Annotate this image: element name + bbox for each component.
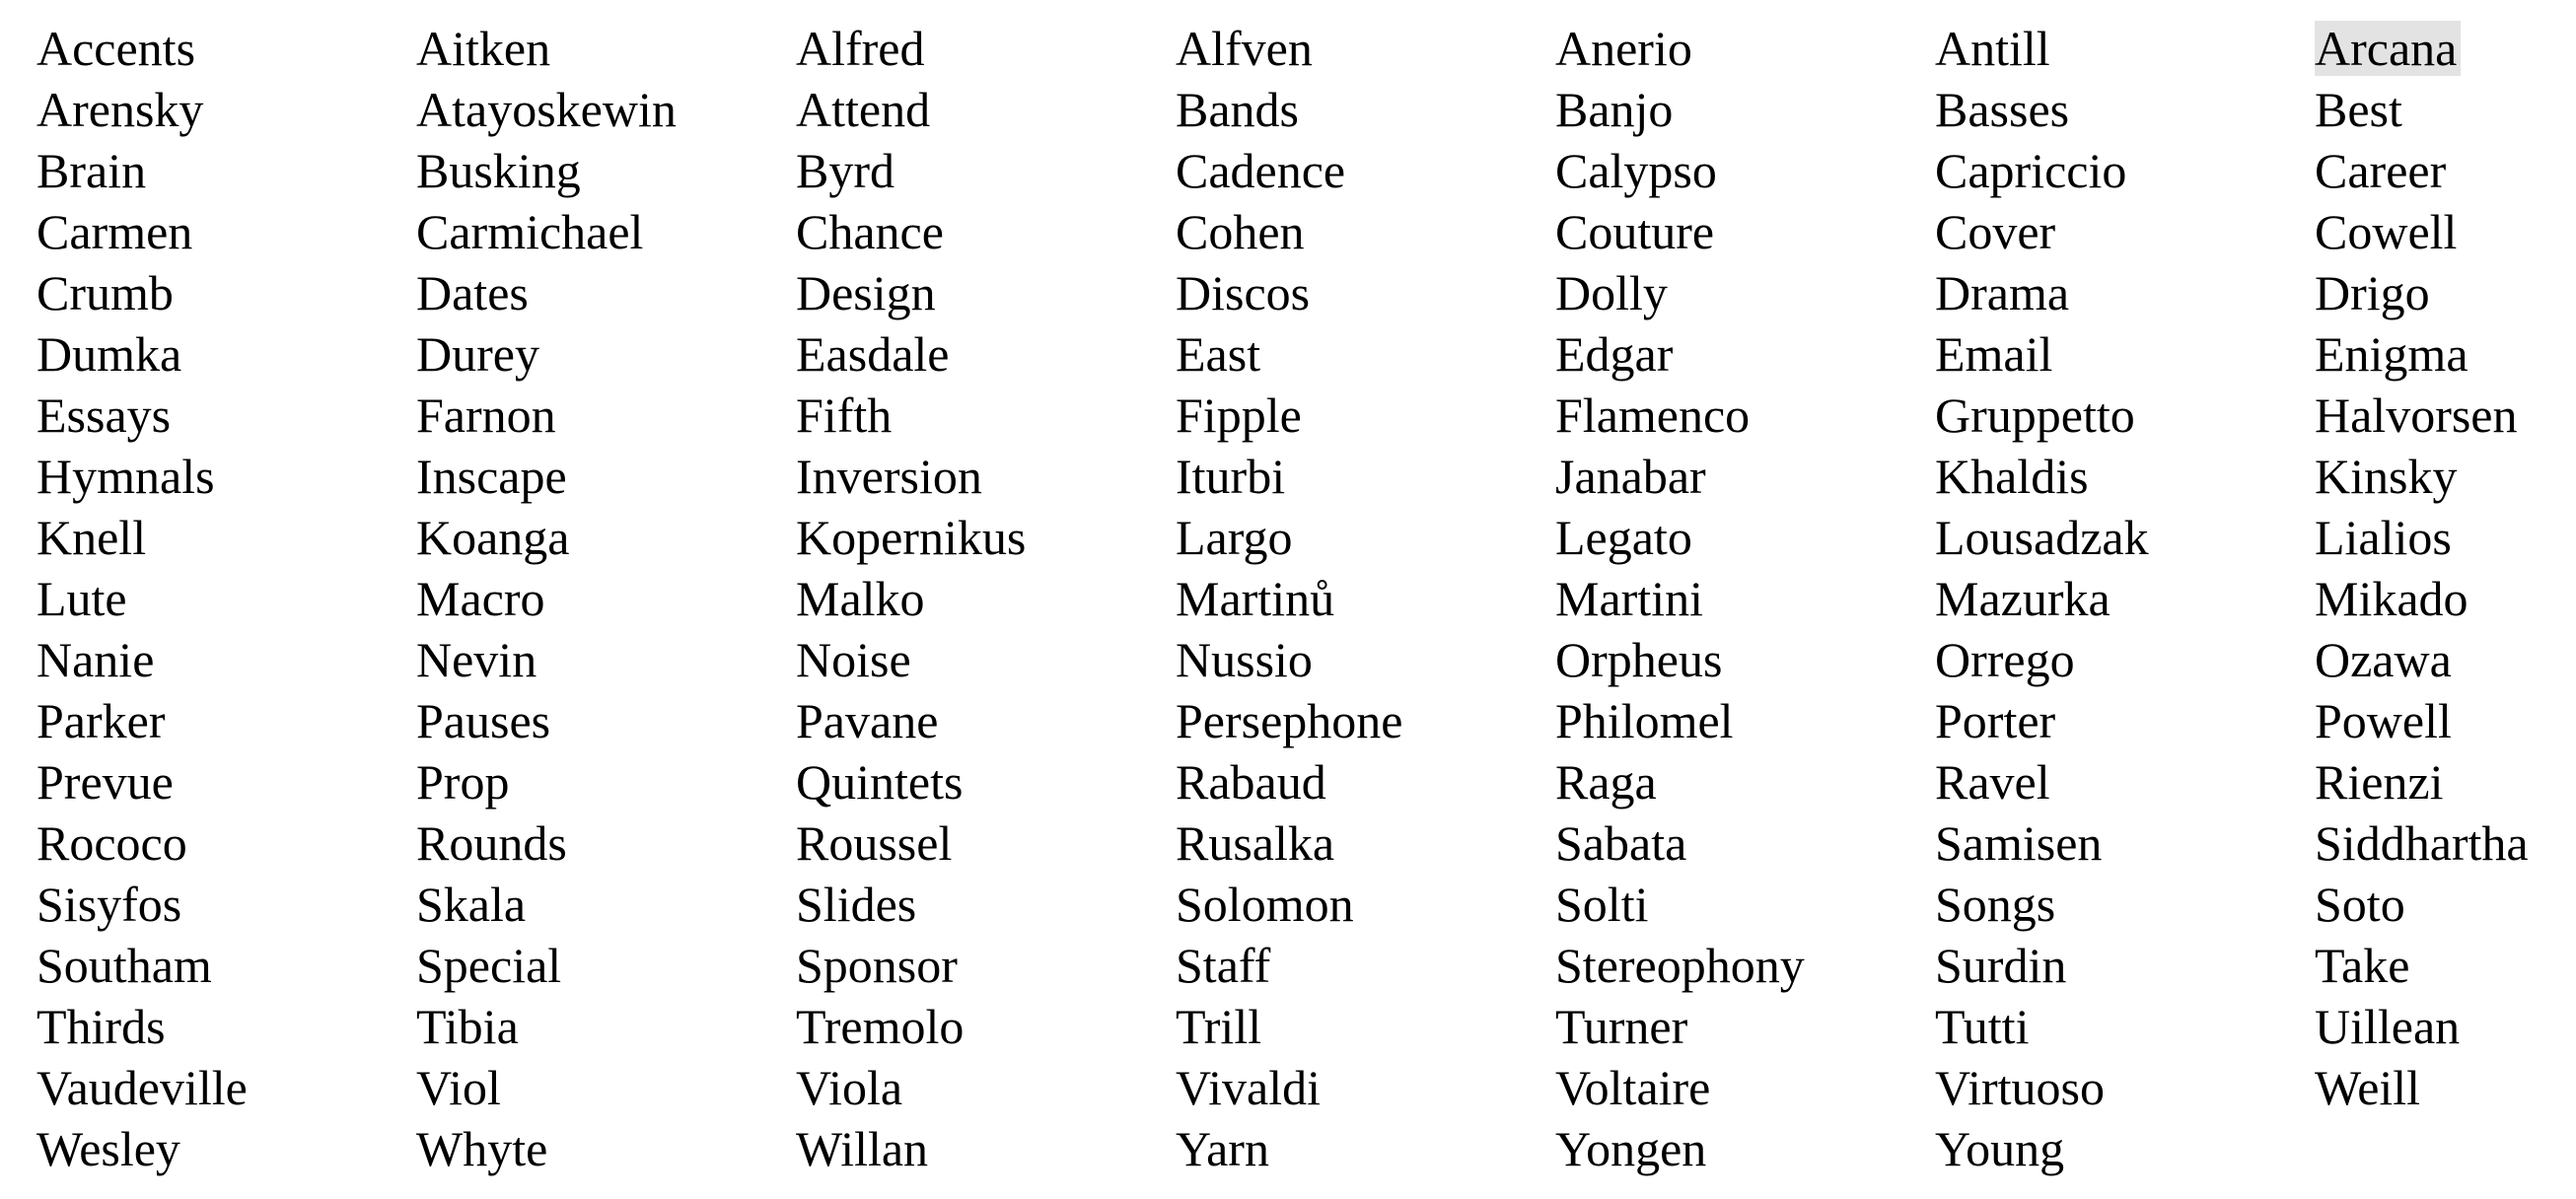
word-item[interactable]: Uillean	[2315, 999, 2461, 1054]
word-item[interactable]: Accents	[36, 21, 196, 76]
word-item[interactable]: Email	[1935, 326, 2053, 382]
word-item[interactable]: Arensky	[36, 82, 204, 137]
word-grid-cell	[2315, 690, 2576, 751]
word-grid-cell	[416, 1057, 796, 1118]
word-grid-cell	[1555, 1118, 1935, 1179]
word-grid-cell	[796, 323, 1176, 385]
word-grid-cell	[1935, 262, 2315, 323]
word-grid-cell	[1176, 629, 1555, 690]
word-grid-cell	[1935, 690, 2315, 751]
word-item[interactable]: Soto	[2315, 877, 2405, 932]
word-item[interactable]: Lute	[36, 571, 127, 626]
word-item[interactable]: Dumka	[36, 326, 182, 382]
word-item[interactable]: Fipple	[1176, 388, 1302, 443]
word-grid-cell	[796, 629, 1176, 690]
word-grid-cell	[1176, 201, 1555, 262]
word-grid-cell	[1176, 568, 1555, 629]
word-grid-cell	[1555, 140, 1935, 201]
word-grid-cell	[416, 568, 796, 629]
word-item[interactable]: Aitken	[416, 21, 551, 76]
word-grid-cell	[416, 690, 796, 751]
word-grid-cell	[796, 690, 1176, 751]
word-grid-cell	[416, 323, 796, 385]
word-item[interactable]: Inversion	[796, 449, 982, 504]
word-grid-cell	[1176, 79, 1555, 140]
word-grid-cell	[1176, 385, 1555, 446]
word-item[interactable]: Weill	[2315, 1060, 2421, 1115]
word-item[interactable]: Basses	[1935, 82, 2070, 137]
word-grid-cell	[2315, 385, 2576, 446]
word-item[interactable]: Nevin	[416, 632, 537, 687]
word-item[interactable]: Alfven	[1176, 21, 1313, 76]
word-item[interactable]: Hymnals	[36, 449, 215, 504]
word-grid-cell	[416, 79, 796, 140]
word-grid-cell	[36, 568, 416, 629]
word-item[interactable]: Largo	[1176, 510, 1293, 565]
word-grid-cell	[1555, 385, 1935, 446]
word-item[interactable]: Prop	[416, 754, 510, 810]
word-item[interactable]: Anerio	[1555, 21, 1692, 76]
word-grid-cell	[36, 446, 416, 507]
word-grid-cell	[1935, 1118, 2315, 1179]
word-grid-cell	[2315, 79, 2576, 140]
word-item-highlighted[interactable]: Arcana	[2315, 21, 2461, 76]
word-grid-cell	[416, 751, 796, 812]
word-item[interactable]: Inscape	[416, 449, 567, 504]
word-grid-cell	[796, 874, 1176, 935]
word-grid-cell	[1176, 262, 1555, 323]
word-grid-cell	[1935, 507, 2315, 568]
word-grid-cell	[2315, 507, 2576, 568]
word-grid-cell	[416, 446, 796, 507]
word-grid-cell	[1555, 323, 1935, 385]
word-item[interactable]: Khaldis	[1935, 449, 2089, 504]
word-item[interactable]: Macro	[416, 571, 545, 626]
word-grid-cell	[1176, 140, 1555, 201]
word-grid-cell	[2315, 568, 2576, 629]
word-grid-cell	[796, 935, 1176, 996]
word-item[interactable]: Staff	[1176, 938, 1271, 993]
word-item[interactable]: Discos	[1176, 265, 1311, 320]
word-item[interactable]: Kinsky	[2315, 449, 2458, 504]
word-item[interactable]: Raga	[1555, 754, 1657, 810]
word-item[interactable]: Fifth	[796, 388, 893, 443]
word-grid-cell	[1176, 1057, 1555, 1118]
word-grid-cell	[36, 629, 416, 690]
word-grid-cell	[796, 201, 1176, 262]
word-item[interactable]: Byrd	[796, 143, 894, 198]
word-item[interactable]: Viola	[796, 1060, 903, 1115]
word-item[interactable]: Easdale	[796, 326, 950, 382]
word-item[interactable]: Vivaldi	[1176, 1060, 1321, 1115]
word-item[interactable]: Stereophony	[1555, 938, 1805, 993]
word-item[interactable]: Iturbi	[1176, 449, 1286, 504]
word-item[interactable]: Rabaud	[1176, 754, 1326, 810]
word-grid-cell	[2315, 323, 2576, 385]
word-item[interactable]: Drama	[1935, 265, 2070, 320]
word-item[interactable]: Southam	[36, 938, 212, 993]
word-grid-cell	[1935, 629, 2315, 690]
word-item[interactable]: Ozawa	[2315, 632, 2452, 687]
word-grid-cell	[1935, 812, 2315, 874]
word-item[interactable]: Cadence	[1176, 143, 1346, 198]
word-grid-cell	[1555, 446, 1935, 507]
word-item[interactable]: Couture	[1555, 204, 1715, 259]
word-grid-cell	[1176, 323, 1555, 385]
word-item[interactable]: Solti	[1555, 877, 1649, 932]
word-item[interactable]: Flamenco	[1555, 388, 1751, 443]
word-grid-cell	[416, 18, 796, 79]
word-item[interactable]: Tutti	[1935, 999, 2030, 1054]
word-item[interactable]: Orrego	[1935, 632, 2075, 687]
word-grid-cell	[1555, 201, 1935, 262]
word-item[interactable]: Yongen	[1555, 1121, 1707, 1176]
word-item[interactable]: Kopernikus	[796, 510, 1027, 565]
word-item[interactable]: Cowell	[2315, 204, 2458, 259]
word-item[interactable]: Drigo	[2315, 265, 2430, 320]
word-item[interactable]: Pauses	[416, 693, 551, 748]
word-item[interactable]: Enigma	[2315, 326, 2469, 382]
word-grid-cell	[1176, 996, 1555, 1057]
word-grid-cell	[2315, 812, 2576, 874]
word-grid-cell	[796, 262, 1176, 323]
word-item[interactable]: East	[1176, 326, 1261, 382]
word-item[interactable]: Rienzi	[2315, 754, 2444, 810]
word-grid-cell	[416, 385, 796, 446]
word-grid-cell	[1176, 812, 1555, 874]
word-grid-cell	[2315, 935, 2576, 996]
word-grid-cell	[2315, 1057, 2576, 1118]
word-grid-cell	[1935, 874, 2315, 935]
word-item[interactable]: Trill	[1176, 999, 1262, 1054]
word-item[interactable]: Songs	[1935, 877, 2056, 932]
word-item[interactable]: Tremolo	[796, 999, 965, 1054]
word-grid-cell	[1555, 568, 1935, 629]
word-grid-cell	[36, 18, 416, 79]
word-grid-cell	[796, 446, 1176, 507]
word-grid-cell	[1176, 507, 1555, 568]
word-grid-cell	[36, 507, 416, 568]
word-item[interactable]: Nussio	[1176, 632, 1313, 687]
word-item[interactable]: Take	[2315, 938, 2410, 993]
word-grid-cell	[796, 812, 1176, 874]
word-grid-cell	[1555, 79, 1935, 140]
word-grid-cell	[416, 874, 796, 935]
word-item[interactable]: Rococo	[36, 815, 187, 871]
word-grid-cell	[1935, 79, 2315, 140]
word-grid-cell	[36, 935, 416, 996]
word-item[interactable]: Skala	[416, 877, 527, 932]
word-item[interactable]: Banjo	[1555, 82, 1674, 137]
word-grid-cell	[2315, 874, 2576, 935]
word-grid-cell	[1935, 140, 2315, 201]
word-item[interactable]: Tibia	[416, 999, 519, 1054]
word-grid-cell	[1935, 446, 2315, 507]
word-item[interactable]: Solomon	[1176, 877, 1354, 932]
word-grid-cell	[36, 751, 416, 812]
word-item[interactable]: Martini	[1555, 571, 1703, 626]
word-item[interactable]: Legato	[1555, 510, 1692, 565]
word-item[interactable]: Sabata	[1555, 815, 1687, 871]
word-grid-cell	[36, 79, 416, 140]
word-grid-cell	[36, 385, 416, 446]
word-grid-cell	[36, 201, 416, 262]
word-grid-cell	[796, 385, 1176, 446]
word-item[interactable]: Calypso	[1555, 143, 1717, 198]
word-grid-cell	[416, 812, 796, 874]
word-item[interactable]: Farnon	[416, 388, 556, 443]
word-item[interactable]: Design	[796, 265, 936, 320]
word-item[interactable]: Crumb	[36, 265, 174, 320]
word-item[interactable]: Turner	[1555, 999, 1688, 1054]
word-item[interactable]: Career	[2315, 143, 2447, 198]
word-grid-cell	[2315, 140, 2576, 201]
word-grid-cell	[2315, 629, 2576, 690]
word-item[interactable]: Slides	[796, 877, 917, 932]
word-item[interactable]: Philomel	[1555, 693, 1734, 748]
word-item[interactable]: Roussel	[796, 815, 953, 871]
word-grid-cell	[796, 140, 1176, 201]
word-grid-cell	[1176, 690, 1555, 751]
word-grid-cell	[1176, 1118, 1555, 1179]
word-item[interactable]: Mazurka	[1935, 571, 2111, 626]
word-grid-cell	[416, 629, 796, 690]
word-grid-cell	[416, 996, 796, 1057]
word-item[interactable]: Special	[416, 938, 562, 993]
word-grid-cell	[36, 140, 416, 201]
word-grid-cell	[1555, 996, 1935, 1057]
word-item[interactable]: Willan	[796, 1121, 929, 1176]
word-item[interactable]: Noise	[796, 632, 911, 687]
word-grid-cell	[36, 262, 416, 323]
word-item[interactable]: Knell	[36, 510, 147, 565]
word-grid-cell	[1555, 262, 1935, 323]
word-grid-cell	[36, 874, 416, 935]
word-grid-cell	[796, 18, 1176, 79]
word-item[interactable]: Pavane	[796, 693, 939, 748]
word-grid-cell	[1555, 629, 1935, 690]
word-grid-cell	[796, 1118, 1176, 1179]
word-grid-cell	[1555, 812, 1935, 874]
word-grid-cell	[1935, 996, 2315, 1057]
word-item[interactable]: Martinů	[1176, 571, 1335, 626]
word-item[interactable]: Carmichael	[416, 204, 644, 259]
word-item[interactable]: Best	[2315, 82, 2402, 137]
word-grid	[36, 18, 2576, 1179]
word-item[interactable]: Brain	[36, 143, 147, 198]
word-item[interactable]: Quintets	[796, 754, 964, 810]
word-item[interactable]: Samisen	[1935, 815, 2103, 871]
word-grid-cell	[1935, 323, 2315, 385]
word-item[interactable]: Dolly	[1555, 265, 1668, 320]
word-grid-cell	[1555, 874, 1935, 935]
word-grid-cell	[1555, 690, 1935, 751]
word-item[interactable]: Cover	[1935, 204, 2056, 259]
word-item[interactable]: Capriccio	[1935, 143, 2127, 198]
word-item[interactable]: Prevue	[36, 754, 174, 810]
word-item[interactable]: Attend	[796, 82, 931, 137]
word-grid-cell	[1935, 18, 2315, 79]
word-grid-cell	[416, 140, 796, 201]
word-grid-cell	[796, 568, 1176, 629]
word-item[interactable]: Mikado	[2315, 571, 2469, 626]
word-grid-cell	[416, 935, 796, 996]
word-item[interactable]: Alfred	[796, 21, 925, 76]
word-grid-cell	[2315, 446, 2576, 507]
word-item[interactable]: Malko	[796, 571, 925, 626]
word-grid-cell	[1555, 18, 1935, 79]
word-grid-cell	[416, 201, 796, 262]
word-item[interactable]: Virtuoso	[1935, 1060, 2105, 1115]
word-item[interactable]: Carmen	[36, 204, 193, 259]
word-item[interactable]: Lialios	[2315, 510, 2452, 565]
word-item[interactable]: Porter	[1935, 693, 2056, 748]
word-grid-cell	[2315, 1118, 2576, 1179]
word-item[interactable]: Orpheus	[1555, 632, 1723, 687]
word-item[interactable]: Janabar	[1555, 449, 1706, 504]
word-grid-cell	[2315, 262, 2576, 323]
word-grid-cell	[1935, 385, 2315, 446]
word-item[interactable]: Thirds	[36, 999, 166, 1054]
word-grid-cell	[1176, 446, 1555, 507]
word-grid-cell	[2315, 18, 2576, 79]
word-grid-cell	[36, 996, 416, 1057]
word-grid-cell	[36, 812, 416, 874]
word-grid-cell	[36, 1057, 416, 1118]
word-item[interactable]: Young	[1935, 1121, 2065, 1176]
word-grid-cell	[1176, 874, 1555, 935]
word-item[interactable]: Voltaire	[1555, 1060, 1711, 1115]
word-grid-cell	[1935, 1057, 2315, 1118]
word-item[interactable]: Halvorsen	[2315, 388, 2518, 443]
word-item[interactable]: Vaudeville	[36, 1060, 248, 1115]
word-item[interactable]: Antill	[1935, 21, 2050, 76]
word-item[interactable]: Cohen	[1176, 204, 1305, 259]
word-grid-cell	[36, 1118, 416, 1179]
word-item[interactable]: Dates	[416, 265, 529, 320]
word-item[interactable]: Koanga	[416, 510, 570, 565]
word-item[interactable]: Parker	[36, 693, 166, 748]
word-grid-cell	[1176, 751, 1555, 812]
word-grid-cell	[36, 690, 416, 751]
word-grid-cell	[1176, 935, 1555, 996]
word-grid-cell	[796, 79, 1176, 140]
word-grid-cell	[1555, 935, 1935, 996]
word-item[interactable]: Bands	[1176, 82, 1299, 137]
word-grid-cell	[416, 262, 796, 323]
word-item[interactable]: Viol	[416, 1060, 501, 1115]
word-item[interactable]: Persephone	[1176, 693, 1403, 748]
word-item[interactable]: Nanie	[36, 632, 155, 687]
word-item[interactable]: Atayoskewin	[416, 82, 677, 137]
word-grid-cell	[1555, 751, 1935, 812]
word-grid-cell	[1935, 201, 2315, 262]
word-item[interactable]: Whyte	[416, 1121, 548, 1176]
word-grid-cell	[796, 507, 1176, 568]
word-grid-cell	[416, 507, 796, 568]
word-grid-cell	[1555, 1057, 1935, 1118]
word-item[interactable]: Rusalka	[1176, 815, 1335, 871]
word-grid-cell	[2315, 996, 2576, 1057]
word-item[interactable]: Ravel	[1935, 754, 2050, 810]
word-grid-cell	[1555, 507, 1935, 568]
word-grid-cell	[796, 1057, 1176, 1118]
word-item[interactable]: Chance	[796, 204, 944, 259]
word-item[interactable]: Essays	[36, 388, 172, 443]
word-item[interactable]: Surdin	[1935, 938, 2067, 993]
word-grid-cell	[416, 1118, 796, 1179]
word-item[interactable]: Wesley	[36, 1121, 180, 1176]
word-grid-cell	[1935, 568, 2315, 629]
word-item[interactable]: Rounds	[416, 815, 567, 871]
word-item[interactable]: Lousadzak	[1935, 510, 2149, 565]
word-grid-cell	[2315, 751, 2576, 812]
word-item[interactable]: Busking	[416, 143, 581, 198]
word-grid-cell	[796, 751, 1176, 812]
word-item[interactable]: Sponsor	[796, 938, 958, 993]
word-grid-cell	[1935, 751, 2315, 812]
word-item[interactable]: Powell	[2315, 693, 2452, 748]
word-item[interactable]: Gruppetto	[1935, 388, 2135, 443]
word-grid-cell	[2315, 201, 2576, 262]
word-grid-cell	[1935, 935, 2315, 996]
word-item[interactable]: Edgar	[1555, 326, 1674, 382]
word-grid-cell	[1176, 18, 1555, 79]
word-item[interactable]: Siddhartha	[2315, 815, 2529, 871]
word-grid-cell	[796, 996, 1176, 1057]
word-item[interactable]: Durey	[416, 326, 539, 382]
word-item[interactable]: Sisyfos	[36, 877, 182, 932]
word-grid-cell	[36, 323, 416, 385]
word-item[interactable]: Yarn	[1176, 1121, 1269, 1176]
